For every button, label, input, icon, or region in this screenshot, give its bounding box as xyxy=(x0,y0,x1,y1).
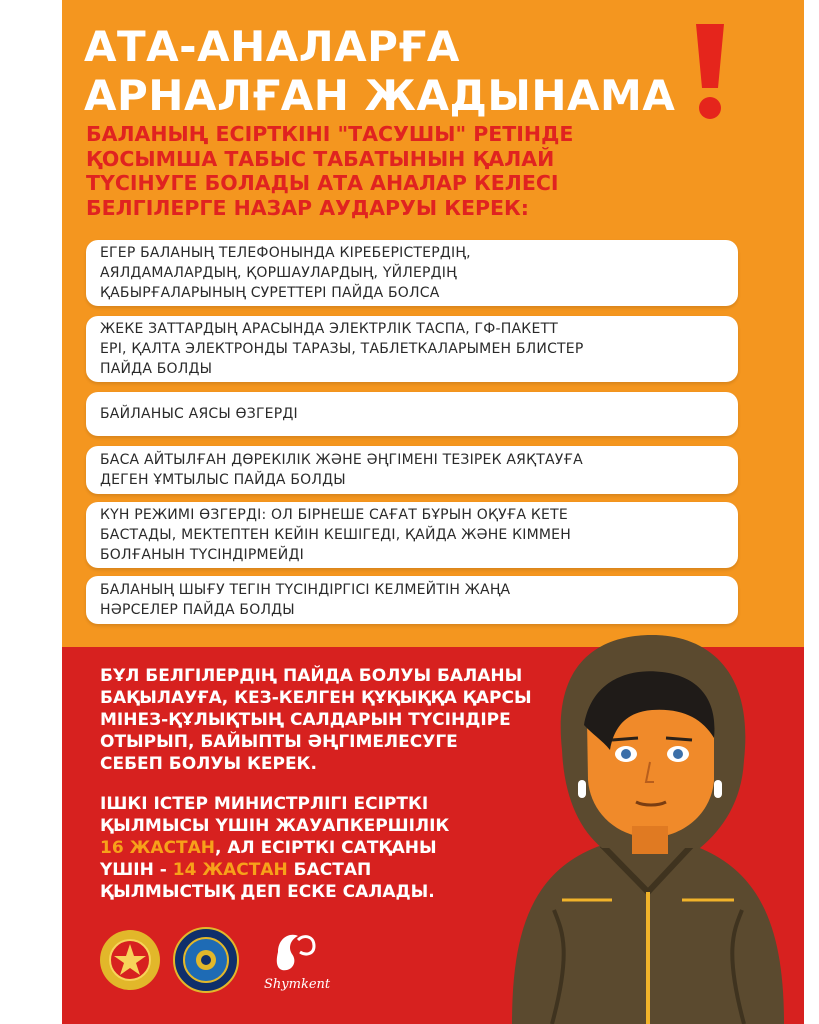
sign-line: БАЛАНЫҢ ШЫҒУ ТЕГІН ТҮСІНДІРГІСІ КЕЛМЕЙТІН ЖАҢА xyxy=(100,582,511,598)
sign-text xyxy=(100,404,298,424)
sign-text xyxy=(100,505,571,565)
sign-line: ДЕГЕН ҰМТЫЛЫС ПАЙДА БОЛДЫ xyxy=(100,472,346,488)
warning-line: БАҚЫЛАУҒА, КЕЗ-КЕЛГЕН ҚҰҚЫҚҚА ҚАРСЫ xyxy=(100,688,532,708)
title-line: АТА-АНАЛАРҒА xyxy=(84,22,460,71)
warning-line: ОТЫРЫП, БАЙЫПТЫ ӘҢГІМЕЛЕСУГЕ xyxy=(100,732,458,752)
warning-line: ҚЫЛМЫСЫ ҮШІН ЖАУАПКЕРШІЛІК xyxy=(100,816,450,836)
sign-line: БАСТАДЫ, МЕКТЕПТЕН КЕЙІН КЕШІГЕДІ, ҚАЙДА ЖӘНЕ КІММЕН xyxy=(100,527,571,543)
warning-fragment: ҮШІН - xyxy=(100,860,173,880)
age-highlight: 16 ЖАСТАН xyxy=(100,838,215,858)
ministry-emblem-icon xyxy=(174,928,238,992)
sign-card xyxy=(86,576,738,624)
sign-card xyxy=(86,316,738,382)
sign-line: ҚАБЫРҒАЛАРЫНЫҢ СУРЕТТЕРІ ПАЙДА БОЛСА xyxy=(100,285,440,301)
subtitle-line: ТҮСІНУГЕ БОЛАДЫ АТА АНАЛАР КЕЛЕСІ xyxy=(86,171,559,195)
warning-line: ҚЫЛМЫСТЫҚ ДЕП ЕСКЕ САЛАДЫ. xyxy=(100,882,435,902)
exclamation-icon xyxy=(690,22,730,122)
warning-fragment: , АЛ ЕСІРТКІ САТҚАНЫ xyxy=(215,838,437,858)
poster xyxy=(62,0,804,1024)
warning-line: ІШКІ ІСТЕР МИНИСТРЛІГІ ЕСІРТКІ xyxy=(100,794,429,814)
poster-subtitle xyxy=(86,122,746,220)
warning-line xyxy=(100,837,560,859)
warning-line: МІНЕЗ-ҚҰЛЫҚТЫҢ САЛДАРЫН ТҮСІНДІРЕ xyxy=(100,710,511,730)
sign-card xyxy=(86,240,738,306)
sign-line: ПАЙДА БОЛДЫ xyxy=(100,361,213,377)
sign-line: БАЙЛАНЫС АЯСЫ ӨЗГЕРДІ xyxy=(100,406,298,422)
sign-card xyxy=(86,502,738,568)
warning-line xyxy=(100,859,560,881)
logos-row xyxy=(92,920,372,1010)
sign-text xyxy=(100,450,583,490)
sign-text xyxy=(100,319,583,379)
sign-card xyxy=(86,392,738,436)
shymkent-logo-text: Shymkent xyxy=(264,977,331,992)
title-line: АРНАЛҒАН ЖАДЫНАМА xyxy=(84,71,676,120)
sign-line: БОЛҒАНЫН ТҮСІНДІРМЕЙДІ xyxy=(100,547,304,563)
sign-card xyxy=(86,446,738,494)
sign-line: ЖЕКЕ ЗАТТАРДЫҢ АРАСЫНДА ЭЛЕКТРЛІК ТАСПА, ГФ-ПАКЕТТ xyxy=(100,321,558,337)
warning-text-2 xyxy=(100,793,560,903)
sign-line: ЕГЕР БАЛАНЫҢ ТЕЛЕФОНЫНДА КІРЕБЕРІСТЕРДІҢ, xyxy=(100,245,471,261)
warning-line: СЕБЕП БОЛУЫ КЕРЕК. xyxy=(100,754,317,774)
sign-line: БАСА АЙТЫЛҒАН ДӨРЕКІЛІК ЖӘНЕ ӘҢГІМЕНІ ТЕЗІРЕК АЯҚТАУҒА xyxy=(100,452,583,468)
subtitle-line: БЕЛГІЛЕРГЕ НАЗАР АУДАРУЫ КЕРЕК: xyxy=(86,195,529,220)
warning-text-1 xyxy=(100,665,560,775)
poster-title xyxy=(84,22,704,120)
subtitle-line: БАЛАНЫҢ ЕСІРТКІНІ "ТАСУШЫ" РЕТІНДЕ xyxy=(86,122,574,146)
age-highlight: 14 ЖАСТАН xyxy=(172,860,288,880)
shymkent-logo-icon xyxy=(264,935,331,992)
warning-fragment: БАСТАП xyxy=(287,860,372,880)
sign-line: НӘРСЕЛЕР ПАЙДА БОЛДЫ xyxy=(100,602,295,618)
warning-line: БҰЛ БЕЛГІЛЕРДІҢ ПАЙДА БОЛУЫ БАЛАНЫ xyxy=(100,666,523,686)
sign-text xyxy=(100,580,510,620)
sign-text xyxy=(100,243,471,303)
sign-line: АЯЛДАМАЛАРДЫҢ, ҚОРШАУЛАРДЫҢ, ҮЙЛЕРДІҢ xyxy=(100,265,457,281)
sign-line: КҮН РЕЖИМІ ӨЗГЕРДІ: ОЛ БІРНЕШЕ САҒАТ БҰРЫН ОҚУҒА КЕТЕ xyxy=(100,507,568,523)
police-emblem-icon xyxy=(100,930,160,990)
sign-line: ЕРІ, ҚАЛТА ЭЛЕКТРОНДЫ ТАРАЗЫ, ТАБЛЕТКАЛАРЫМЕН БЛИСТЕР xyxy=(100,341,584,357)
subtitle-line: ҚОСЫМША ТАБЫС ТАБАТЫНЫН ҚАЛАЙ xyxy=(86,146,555,171)
